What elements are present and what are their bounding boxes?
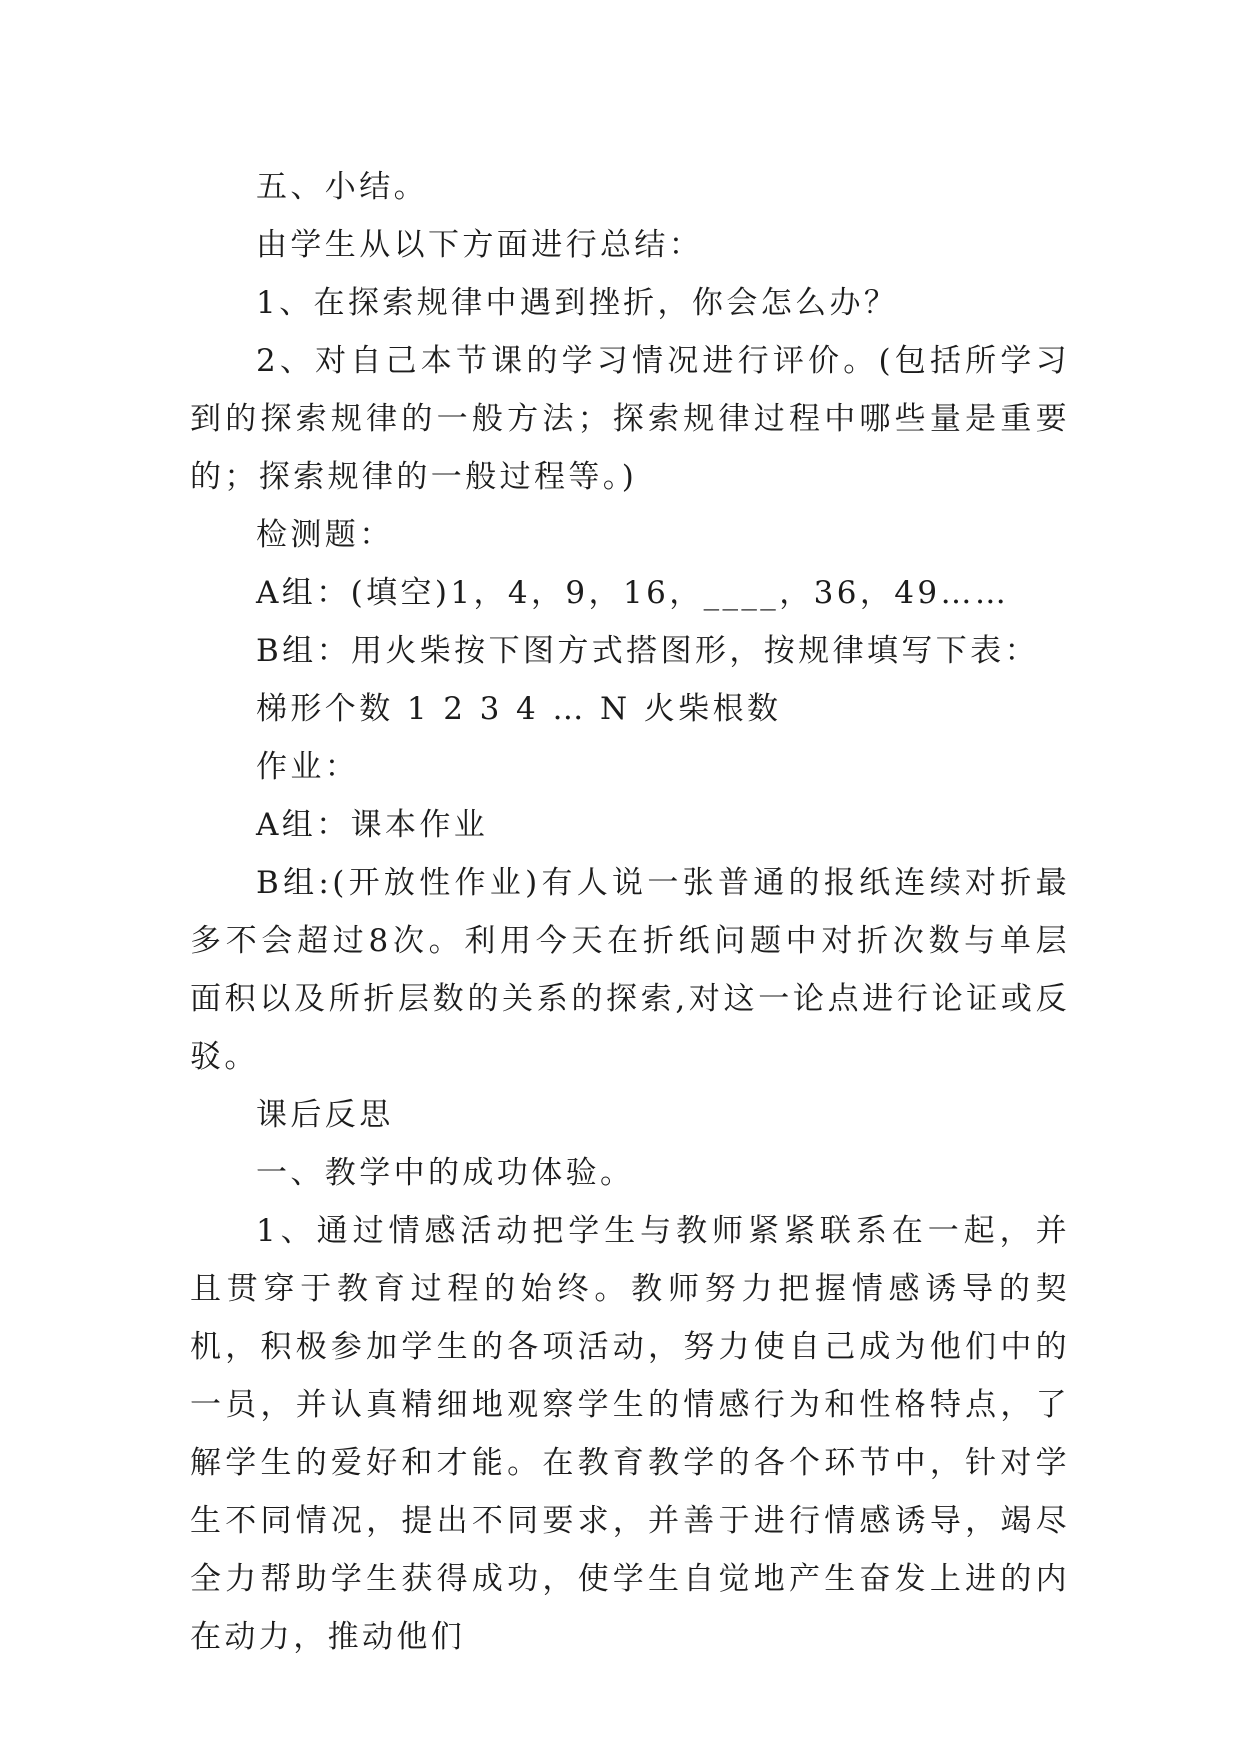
test-group-b: B组：用火柴按下图方式搭图形，按规律填写下表： <box>256 633 1039 669</box>
success-item-1: 1、通过情感活动把学生与教师紧紧联系在一起，并且贯穿于教育过程的始终。教师努力把握情感诱导的契机，积极参加学生的各项活动，努力使自己成为他们中的一员，并认真精细地观察学生的情感行为和性格特点，了解学生的爱好和才能。在教育教学的各个环节中，针对学生不同情况，提出不同要求，并善于进行情感诱导，竭尽全力帮助学生获得成功，使学生自觉地产生奋发上进的内在动力，推动他们 <box>190 1213 1070 1655</box>
matchstick-table-row: 梯形个数 1 2 3 4 … N 火柴根数 <box>256 691 782 727</box>
test-group-a: A组：(填空)1，4，9，16，____，36，49…… <box>256 575 1010 611</box>
homework-group-a: A组：课本作业 <box>256 807 489 843</box>
summary-item-2: 2、对自己本节课的学习情况进行评价。(包括所学习到的探索规律的一般方法；探索规律过程中哪些量是重要的；探索规律的一般过程等。) <box>190 343 1070 495</box>
summary-intro: 由学生从以下方面进行总结： <box>256 227 704 263</box>
heading-success-experience: 一、教学中的成功体验。 <box>256 1155 635 1191</box>
heading-summary: 五、小结。 <box>256 169 428 205</box>
summary-item-1: 1、在探索规律中遇到挫折，你会怎么办？ <box>256 285 899 321</box>
homework-group-b: B组:(开放性作业)有人说一张普通的报纸连续对折最多不会超过8次。利用今天在折纸问题中对折次数与单层面积以及所折层数的关系的探索,对这一论点进行论证或反驳。 <box>190 865 1070 1075</box>
document-body <box>190 158 1070 1666</box>
heading-test-questions: 检测题： <box>256 517 394 553</box>
heading-reflection: 课后反思 <box>256 1097 394 1133</box>
heading-homework: 作业： <box>256 749 360 785</box>
